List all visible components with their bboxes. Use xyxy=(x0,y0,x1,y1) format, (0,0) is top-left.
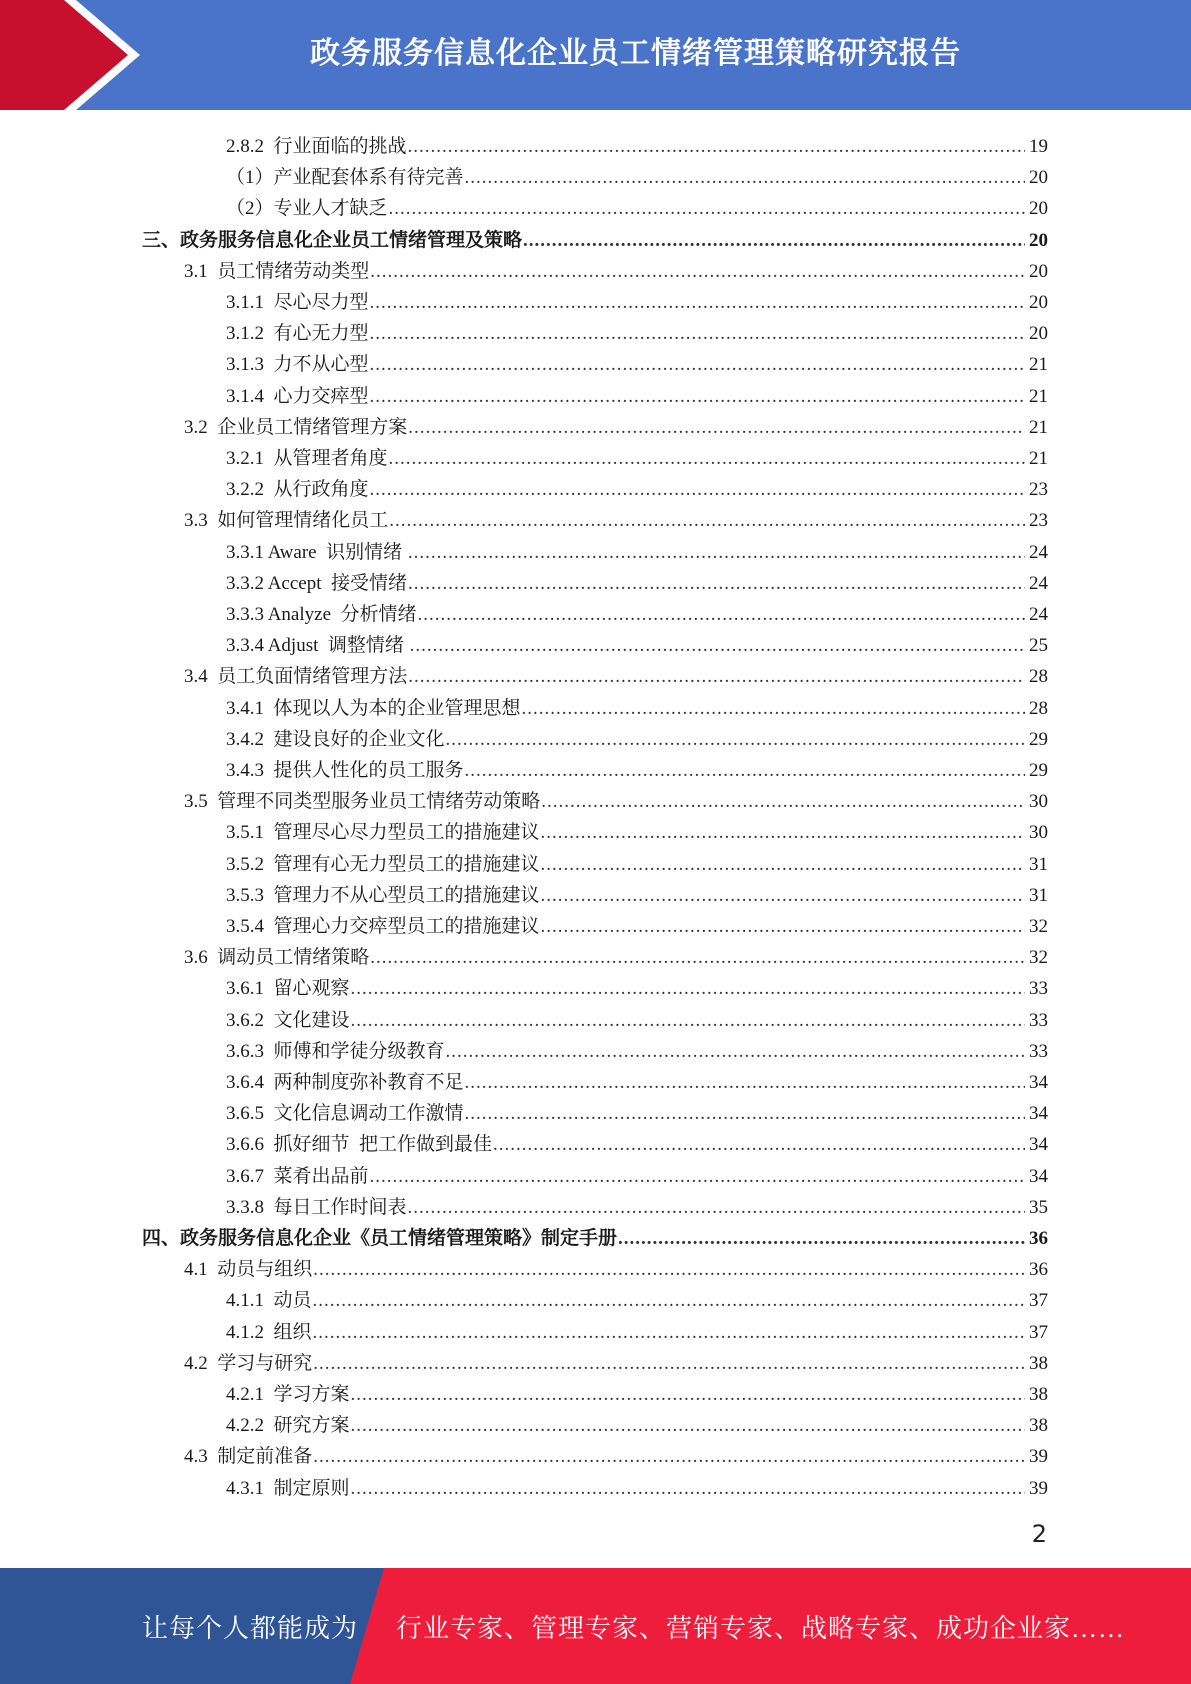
toc-dot-leader xyxy=(351,1478,1025,1500)
page-header xyxy=(0,0,1191,110)
toc-entry[interactable] xyxy=(0,1438,1191,1468)
toc-entry-title: （2）专业人才缺乏 xyxy=(226,198,388,219)
toc-entry-title: 3.6.4 两种制度弥补教育不足 xyxy=(226,1072,464,1093)
toc-entry[interactable] xyxy=(0,409,1191,439)
toc-entry-page: 28 xyxy=(1029,666,1048,687)
toc-entry[interactable] xyxy=(0,1220,1191,1250)
toc-entry-title: 3.6.2 文化建设 xyxy=(226,1010,350,1031)
toc-dot-leader xyxy=(389,448,1025,470)
toc-entry[interactable] xyxy=(0,752,1191,782)
toc-dot-leader xyxy=(446,1041,1025,1063)
toc-dot-leader xyxy=(370,479,1025,501)
toc-entry-page: 30 xyxy=(1029,822,1048,843)
toc-entry-page: 33 xyxy=(1029,978,1048,999)
page-footer xyxy=(0,1568,1191,1684)
toc-entry-page: 20 xyxy=(1029,167,1048,188)
toc-entry-title: 3.5.4 管理心力交瘁型员工的措施建议 xyxy=(226,916,540,937)
toc-entry-page: 24 xyxy=(1029,573,1048,594)
toc-dot-leader xyxy=(389,198,1025,220)
toc-entry[interactable] xyxy=(0,159,1191,189)
toc-entry-title: （1）产业配套体系有待完善 xyxy=(226,167,464,188)
toc-dot-leader xyxy=(493,1134,1025,1156)
toc-entry-title: 3.6 调动员工情绪策略 xyxy=(184,947,370,968)
toc-entry-title: 4.3.1 制定原则 xyxy=(226,1478,350,1499)
toc-entry-title: 3.6.1 留心观察 xyxy=(226,978,350,999)
toc-dot-leader xyxy=(313,1446,1025,1468)
toc-dot-leader xyxy=(418,604,1025,626)
toc-dot-leader xyxy=(351,978,1025,1000)
toc-entry-page: 21 xyxy=(1029,448,1048,469)
toc-dot-leader xyxy=(370,1166,1025,1188)
toc-entry-title: 3.3.1 Aware 识别情绪 xyxy=(226,542,407,563)
toc-entry[interactable] xyxy=(0,378,1191,408)
toc-entry-title: 3.2 企业员工情绪管理方案 xyxy=(184,417,408,438)
toc-entry[interactable] xyxy=(0,1095,1191,1125)
toc-entry[interactable] xyxy=(0,721,1191,751)
toc-entry[interactable] xyxy=(0,1002,1191,1032)
toc-entry-page: 23 xyxy=(1029,479,1048,500)
toc-dot-leader xyxy=(408,542,1025,564)
toc-entry[interactable] xyxy=(0,846,1191,876)
toc-entry-title: 3.5 管理不同类型服务业员工情绪劳动策略 xyxy=(184,791,541,812)
toc-entry-title: 3.5.2 管理有心无力型员工的措施建议 xyxy=(226,854,540,875)
toc-entry-title: 3.2.2 从行政角度 xyxy=(226,479,369,500)
toc-entry-page: 37 xyxy=(1029,1322,1048,1343)
toc-entry-page: 37 xyxy=(1029,1290,1048,1311)
toc-entry-page: 38 xyxy=(1029,1384,1048,1405)
toc-entry-title: 3.3.3 Analyze 分析情绪 xyxy=(226,604,417,625)
toc-entry[interactable] xyxy=(0,1064,1191,1094)
toc-entry-title: 三、政务服务信息化企业员工情绪管理及策略 xyxy=(142,230,523,251)
toc-dot-leader xyxy=(465,1072,1025,1094)
toc-entry[interactable] xyxy=(0,253,1191,283)
toc-entry[interactable] xyxy=(0,222,1191,252)
toc-entry-title: 3.4.1 体现以人为本的企业管理思想 xyxy=(226,698,521,719)
toc-dot-leader xyxy=(465,167,1025,189)
toc-entry[interactable] xyxy=(0,877,1191,907)
toc-entry[interactable] xyxy=(0,471,1191,501)
toc-entry[interactable] xyxy=(0,1189,1191,1219)
toc-dot-leader xyxy=(370,947,1025,969)
toc-entry-page: 20 xyxy=(1029,261,1048,282)
toc-entry[interactable] xyxy=(0,346,1191,376)
toc-dot-leader xyxy=(351,1384,1025,1406)
toc-entry-page: 34 xyxy=(1029,1166,1048,1187)
toc-dot-leader xyxy=(408,136,1025,158)
toc-entry[interactable] xyxy=(0,690,1191,720)
toc-dot-leader xyxy=(541,885,1025,907)
toc-dot-leader xyxy=(370,323,1025,345)
toc-entry-page: 38 xyxy=(1029,1353,1048,1374)
toc-entry[interactable] xyxy=(0,658,1191,688)
toc-dot-leader xyxy=(541,916,1025,938)
toc-entry-title: 3.1.1 尽心尽力型 xyxy=(226,292,369,313)
toc-entry[interactable] xyxy=(0,1282,1191,1312)
toc-entry-title: 3.6.7 菜肴出品前 xyxy=(226,1166,369,1187)
toc-entry[interactable] xyxy=(0,814,1191,844)
toc-entry[interactable] xyxy=(0,1314,1191,1344)
toc-dot-leader xyxy=(408,417,1025,439)
toc-entry-title: 3.6.5 文化信息调动工作激情 xyxy=(226,1103,464,1124)
document-title: 政务服务信息化企业员工情绪管理策略研究报告 xyxy=(310,36,961,71)
toc-entry-title: 3.1.3 力不从心型 xyxy=(226,354,369,375)
toc-entry-title: 4.3 制定前准备 xyxy=(184,1446,313,1467)
toc-dot-leader xyxy=(465,760,1025,782)
toc-entry-title: 3.6.3 师傅和学徒分级教育 xyxy=(226,1041,445,1062)
toc-dot-leader xyxy=(370,261,1025,283)
toc-dot-leader xyxy=(370,354,1025,376)
toc-entry-page: 34 xyxy=(1029,1072,1048,1093)
toc-entry-title: 3.1.2 有心无力型 xyxy=(226,323,369,344)
toc-entry[interactable] xyxy=(0,908,1191,938)
toc-entry-page: 21 xyxy=(1029,386,1048,407)
toc-dot-leader xyxy=(351,1010,1025,1032)
toc-dot-leader xyxy=(408,666,1025,688)
toc-entry[interactable] xyxy=(0,783,1191,813)
toc-entry[interactable] xyxy=(0,502,1191,532)
footer-slogan-right: 行业专家、管理专家、营销专家、战略专家、成功企业家…… xyxy=(396,1613,1126,1643)
toc-entry-page: 39 xyxy=(1029,1478,1048,1499)
toc-entry-title: 3.5.1 管理尽心尽力型员工的措施建议 xyxy=(226,822,540,843)
toc-entry-title: 3.1 员工情绪劳动类型 xyxy=(184,261,370,282)
toc-entry-title: 3.2.1 从管理者角度 xyxy=(226,448,388,469)
toc-entry[interactable] xyxy=(0,627,1191,657)
toc-dot-leader xyxy=(408,573,1025,595)
toc-entry[interactable] xyxy=(0,190,1191,220)
toc-entry-page: 28 xyxy=(1029,698,1048,719)
toc-entry-page: 39 xyxy=(1029,1446,1048,1467)
toc-entry[interactable] xyxy=(0,440,1191,470)
toc-entry-page: 20 xyxy=(1029,323,1048,344)
toc-entry[interactable] xyxy=(0,596,1191,626)
toc-dot-leader xyxy=(541,854,1025,876)
toc-entry[interactable] xyxy=(0,1376,1191,1406)
toc-entry-page: 38 xyxy=(1029,1415,1048,1436)
toc-entry-title: 3.3.2 Accept 接受情绪 xyxy=(226,573,408,594)
toc-entry-title: 4.1.1 动员 xyxy=(226,1290,312,1311)
toc-entry-title: 2.8.2 行业面临的挑战 xyxy=(226,136,407,157)
toc-entry[interactable] xyxy=(0,565,1191,595)
toc-entry[interactable] xyxy=(0,1407,1191,1437)
toc-entry[interactable] xyxy=(0,970,1191,1000)
toc-dot-leader xyxy=(313,1353,1025,1375)
toc-dot-leader xyxy=(541,822,1025,844)
footer-slogan-left: 让每个人都能成为 xyxy=(142,1613,359,1643)
toc-entry[interactable] xyxy=(0,315,1191,345)
toc-entry-page: 30 xyxy=(1029,791,1048,812)
toc-dot-leader xyxy=(313,1259,1025,1281)
toc-entry-title: 4.2 学习与研究 xyxy=(184,1353,313,1374)
toc-entry-title: 3.3 如何管理情绪化员工 xyxy=(184,510,389,531)
toc-entry-title: 4.2.2 研究方案 xyxy=(226,1415,350,1436)
toc-entry-page: 29 xyxy=(1029,729,1048,750)
toc-entry[interactable] xyxy=(0,939,1191,969)
toc-entry[interactable] xyxy=(0,1251,1191,1281)
toc-entry-title: 四、政务服务信息化企业《员工情绪管理策略》制定手册 xyxy=(142,1228,618,1249)
toc-entry[interactable] xyxy=(0,1345,1191,1375)
page-number: 2 xyxy=(1031,1520,1047,1548)
toc-dot-leader xyxy=(618,1228,1025,1250)
toc-dot-leader xyxy=(446,729,1025,751)
toc-dot-leader xyxy=(389,510,1025,532)
toc-entry-page: 20 xyxy=(1029,230,1048,251)
toc-entry-page: 31 xyxy=(1029,885,1048,906)
toc-entry-title: 3.4.3 提供人性化的员工服务 xyxy=(226,760,464,781)
toc-entry-page: 33 xyxy=(1029,1010,1048,1031)
toc-entry-title: 3.4.2 建设良好的企业文化 xyxy=(226,729,445,750)
toc-entry-title: 4.1.2 组织 xyxy=(226,1322,312,1343)
toc-dot-leader xyxy=(370,292,1025,314)
toc-entry[interactable] xyxy=(0,534,1191,564)
header-arrow-decoration xyxy=(0,0,160,110)
toc-entry-page: 24 xyxy=(1029,604,1048,625)
toc-entry-page: 21 xyxy=(1029,354,1048,375)
toc-entry-title: 4.2.1 学习方案 xyxy=(226,1384,350,1405)
toc-entry-page: 34 xyxy=(1029,1134,1048,1155)
toc-dot-leader xyxy=(522,698,1025,720)
toc-entry-page: 20 xyxy=(1029,198,1048,219)
toc-dot-leader xyxy=(313,1290,1025,1312)
toc-entry-title: 3.3.8 每日工作时间表 xyxy=(226,1197,407,1218)
toc-dot-leader xyxy=(370,386,1025,408)
toc-entry-page: 21 xyxy=(1029,417,1048,438)
toc-dot-leader xyxy=(313,1322,1025,1344)
toc-entry[interactable] xyxy=(0,128,1191,158)
toc-entry[interactable] xyxy=(0,284,1191,314)
toc-dot-leader xyxy=(351,1415,1025,1437)
toc-entry-title: 3.1.4 心力交瘁型 xyxy=(226,386,369,407)
toc-entry-title: 4.1 动员与组织 xyxy=(184,1259,313,1280)
toc-entry-page: 31 xyxy=(1029,854,1048,875)
toc-entry[interactable] xyxy=(0,1033,1191,1063)
toc-entry[interactable] xyxy=(0,1126,1191,1156)
toc-entry-page: 23 xyxy=(1029,510,1048,531)
toc-dot-leader xyxy=(410,635,1025,657)
toc-entry-page: 19 xyxy=(1029,136,1048,157)
toc-dot-leader xyxy=(465,1103,1025,1125)
toc-entry-page: 24 xyxy=(1029,542,1048,563)
toc-entry-title: 3.4 员工负面情绪管理方法 xyxy=(184,666,408,687)
toc-entry-title: 3.5.3 管理力不从心型员工的措施建议 xyxy=(226,885,540,906)
toc-entry-page: 32 xyxy=(1029,916,1048,937)
toc-entry-page: 34 xyxy=(1029,1103,1048,1124)
toc-entry[interactable] xyxy=(0,1158,1191,1188)
toc-entry-page: 36 xyxy=(1029,1259,1048,1280)
toc-dot-leader xyxy=(408,1197,1025,1219)
toc-entry-page: 33 xyxy=(1029,1041,1048,1062)
toc-entry-page: 35 xyxy=(1029,1197,1048,1218)
toc-entry-page: 25 xyxy=(1029,635,1048,656)
toc-entry-title: 3.3.4 Adjust 调整情绪 xyxy=(226,635,409,656)
toc-dot-leader xyxy=(523,230,1025,252)
toc-dot-leader xyxy=(541,791,1025,813)
toc-entry-page: 36 xyxy=(1029,1228,1048,1249)
toc-entry-page: 20 xyxy=(1029,292,1048,313)
toc-entry-page: 29 xyxy=(1029,760,1048,781)
toc-entry[interactable] xyxy=(0,1470,1191,1500)
toc-entry-page: 32 xyxy=(1029,947,1048,968)
toc-entry-title: 3.6.6 抓好细节 把工作做到最佳 xyxy=(226,1134,493,1155)
